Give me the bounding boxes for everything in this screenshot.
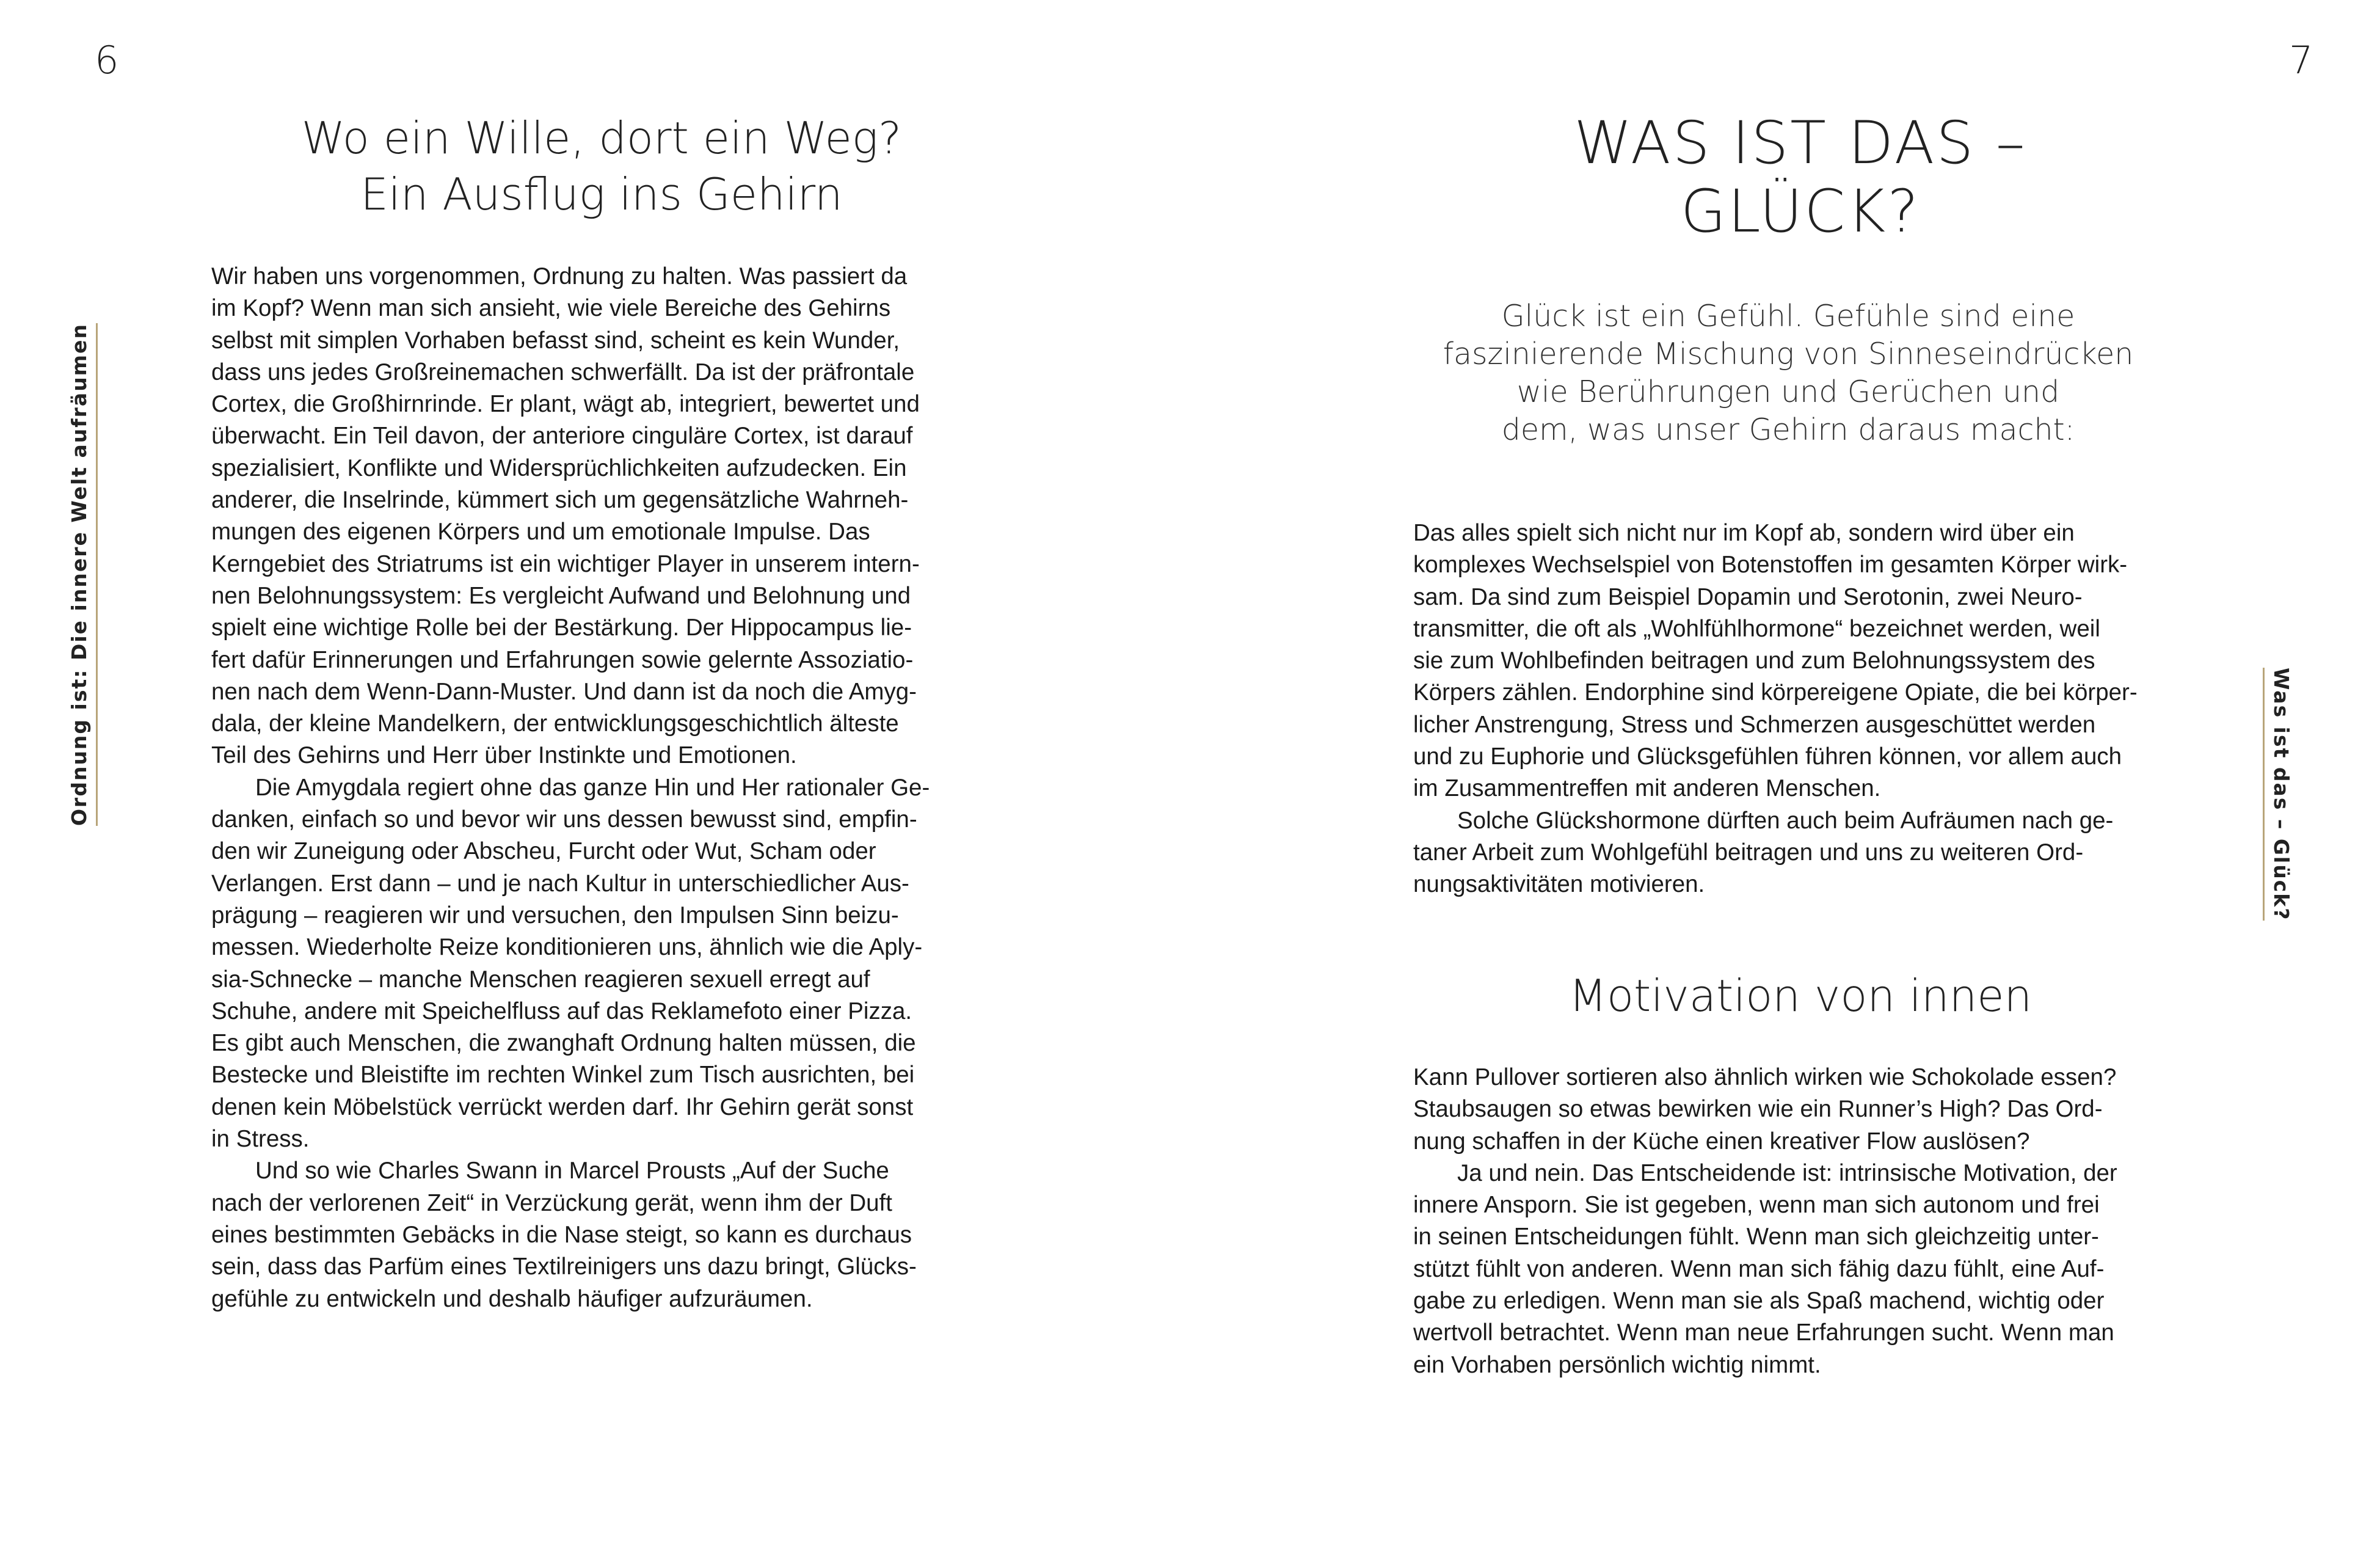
subheading: Motivation von innen [1568, 970, 2032, 1021]
text-line: stützt fühlt von anderen. Wenn man sich fähig dazu fühlt, eine Auf- [1413, 1255, 2105, 1282]
text-line: und zu Euphorie und Glücksgefühlen führen können, vor allem auch [1413, 743, 2122, 770]
body-text-right-2 [1413, 1062, 2117, 1381]
text-line: selbst mit simplen Vorhaben befasst sind, scheint es kein Wunder, [211, 327, 900, 354]
text-line: nen Belohnungssystem: Es vergleicht Aufwand und Belohnung und [211, 582, 911, 609]
text-line: Die Amygdala regiert ohne das ganze Hin und Her rationaler Ge- [255, 774, 930, 801]
heading-line: Wo ein Wille, dort ein Weg? [301, 112, 902, 164]
right-page [1190, 0, 2380, 1551]
section-heading-left [208, 110, 995, 222]
text-line: wertvoll betrachtet. Wenn man neue Erfahrungen sucht. Wenn man [1413, 1319, 2114, 1346]
text-line: gefühle zu entwickeln und deshalb häufiger aufzuräumen. [211, 1285, 813, 1312]
body-text-right-1 [1413, 517, 2138, 901]
text-line: überwacht. Ein Teil davon, der anteriore cinguläre Cortex, ist darauf [211, 423, 913, 450]
text-line: dem, was unser Gehirn daraus macht: [1501, 412, 2075, 447]
text-line: sein, dass das Parfüm eines Textilreinigers uns dazu bringt, Glücks- [211, 1254, 917, 1280]
text-line: Kerngebiet des Striatrums ist ein wichtiger Player in unserem intern- [211, 550, 920, 577]
text-line: Körpers zählen. Endorphine sind körpereigene Opiate, die bei körper- [1413, 679, 2138, 706]
text-line: Und so wie Charles Swann in Marcel Prousts „Auf der Suche [255, 1158, 889, 1184]
text-line: wie Berührungen und Gerüchen und [1516, 374, 2060, 409]
text-line: in Stress. [211, 1126, 310, 1153]
text-line: im Kopf? Wenn man sich ansieht, wie viele Bereiche des Gehirns [211, 295, 891, 322]
text-line: gabe zu erledigen. Wenn man sie als Spaß machend, wichtig oder [1413, 1288, 2105, 1315]
text-line: nen nach dem Wenn-Dann-Muster. Und dann ist da noch die Amyg- [211, 678, 917, 705]
lead-paragraph [1422, 297, 2155, 449]
text-line: Glück ist ein Gefühl. Gefühle sind eine [1501, 299, 2075, 334]
heading-line: Ein Ausflug ins Gehirn [360, 169, 843, 220]
text-line: messen. Wiederholte Reize konditionieren uns, ähnlich wie die Aply- [211, 934, 923, 961]
text-line: Wir haben uns vorgenommen, Ordnung zu halten. Was passiert da [211, 263, 908, 290]
text-line: den wir Zuneigung oder Abscheu, Furcht oder Wut, Scham oder [211, 838, 876, 865]
text-line: ein Vorhaben persönlich wichtig nimmt. [1413, 1351, 1821, 1378]
text-line: in seinen Entscheidungen fühlt. Wenn man sich gleichzeitig unter- [1413, 1224, 2099, 1250]
text-line: Solche Glückshormone dürften auch beim Aufräumen nach ge- [1457, 807, 2114, 834]
text-line: dala, der kleine Mandelkern, der entwicklungsgeschichtlich älteste [211, 710, 899, 737]
text-line: danken, einfach so und bevor wir uns dessen bewusst sind, empfin- [211, 806, 917, 833]
title-line: WAS IST DAS – [1574, 109, 2027, 177]
page-number-right: 7 [2289, 38, 2313, 82]
text-line: Das alles spielt sich nicht nur im Kopf ab, sondern wird über ein [1413, 520, 2075, 546]
text-line: prägung – reagieren wir und versuchen, den Impulsen Sinn beizu- [211, 902, 899, 929]
text-line: anderer, die Inselrinde, kümmert sich um gegensätzliche Wahrneh- [211, 487, 909, 514]
text-line: spielt eine wichtige Rolle bei der Bestärkung. Der Hippocampus lie- [211, 615, 912, 641]
text-line: Teil des Gehirns und Herr über Instinkte und Emotionen. [211, 742, 797, 769]
text-line: faszinierende Mischung von Sinneseindrücken [1443, 337, 2134, 371]
text-line: licher Anstrengung, Stress und Schmerzen ausgeschüttet werden [1413, 711, 2096, 738]
text-line: sia-Schnecke – manche Menschen reagieren sexuell erregt auf [211, 966, 870, 993]
text-line: dass uns jedes Großreinemachen schwerfällt. Da ist der präfrontale [211, 359, 915, 385]
text-line: nach der verlorenen Zeit“ in Verzückung gerät, wenn ihm der Duft [211, 1189, 892, 1216]
text-line: sam. Da sind zum Beispiel Dopamin und Serotonin, zwei Neuro- [1413, 583, 2083, 610]
text-line: denen kein Möbelstück verrückt werden darf. Ihr Gehirn gerät sonst [211, 1093, 914, 1120]
text-line: Es gibt auch Menschen, die zwanghaft Ordnung halten müssen, die [211, 1030, 916, 1057]
text-line: mungen des eigenen Körpers und um emotionale Impulse. Das [211, 519, 870, 546]
text-line: Staubsaugen so etwas bewirken wie ein Runner’s High? Das Ord- [1413, 1096, 2103, 1123]
text-line: im Zusammentreffen mit anderen Menschen. [1413, 775, 1881, 802]
text-line: Schuhe, andere mit Speichelfluss auf das Reklamefoto einer Pizza. [211, 998, 912, 1024]
text-line: Verlangen. Erst dann – und je nach Kultur in unterschiedlicher Aus- [211, 870, 909, 897]
text-line: Cortex, die Großhirnrinde. Er plant, wägt ab, integriert, bewertet und [211, 391, 920, 418]
text-line: innere Ansporn. Sie ist gegeben, wenn man sich autonom und frei [1413, 1192, 2100, 1219]
text-line: eines bestimmten Gebäcks in die Nase steigt, so kann es durchaus [211, 1221, 912, 1248]
text-line: nungsaktivitäten motivieren. [1413, 871, 1705, 898]
text-line: transmitter, die oft als „Wohlfühlhormone“ bezeichnet werden, weil [1413, 615, 2100, 642]
text-line: Kann Pullover sortieren also ähnlich wirken wie Schokolade essen? [1413, 1064, 2117, 1090]
page-number-left: 6 [95, 38, 119, 82]
text-line: fert dafür Erinnerungen und Erfahrungen sowie gelernte Assoziatio- [211, 646, 914, 673]
chapter-side-label-right: Was ist das – Glück? [2263, 668, 2293, 921]
chapter-title [1465, 109, 2136, 246]
text-line: Bestecke und Bleistifte im rechten Winkel zum Tisch ausrichten, bei [211, 1062, 915, 1089]
text-line: Ja und nein. Das Entscheidende ist: intrinsische Motivation, der [1457, 1159, 2117, 1186]
chapter-side-label-left: Ordnung ist: Die innere Welt aufräumen [67, 323, 98, 826]
text-line: sie zum Wohlbefinden beitragen und zum Belohnungssystem des [1413, 648, 2095, 674]
title-line: GLÜCK? [1680, 177, 1921, 246]
text-line: nung schaffen in der Küche einen kreativer Flow auslösen? [1413, 1128, 2030, 1155]
text-line: komplexes Wechselspiel von Botenstoffen im gesamten Körper wirk- [1413, 552, 2128, 578]
text-line: taner Arbeit zum Wohlgefühl beitragen und uns zu weiteren Ord- [1413, 839, 2084, 866]
body-text-left [211, 261, 930, 1315]
text-line: spezialisiert, Konflikte und Widersprüchlichkeiten aufzudecken. Ein [211, 454, 907, 481]
